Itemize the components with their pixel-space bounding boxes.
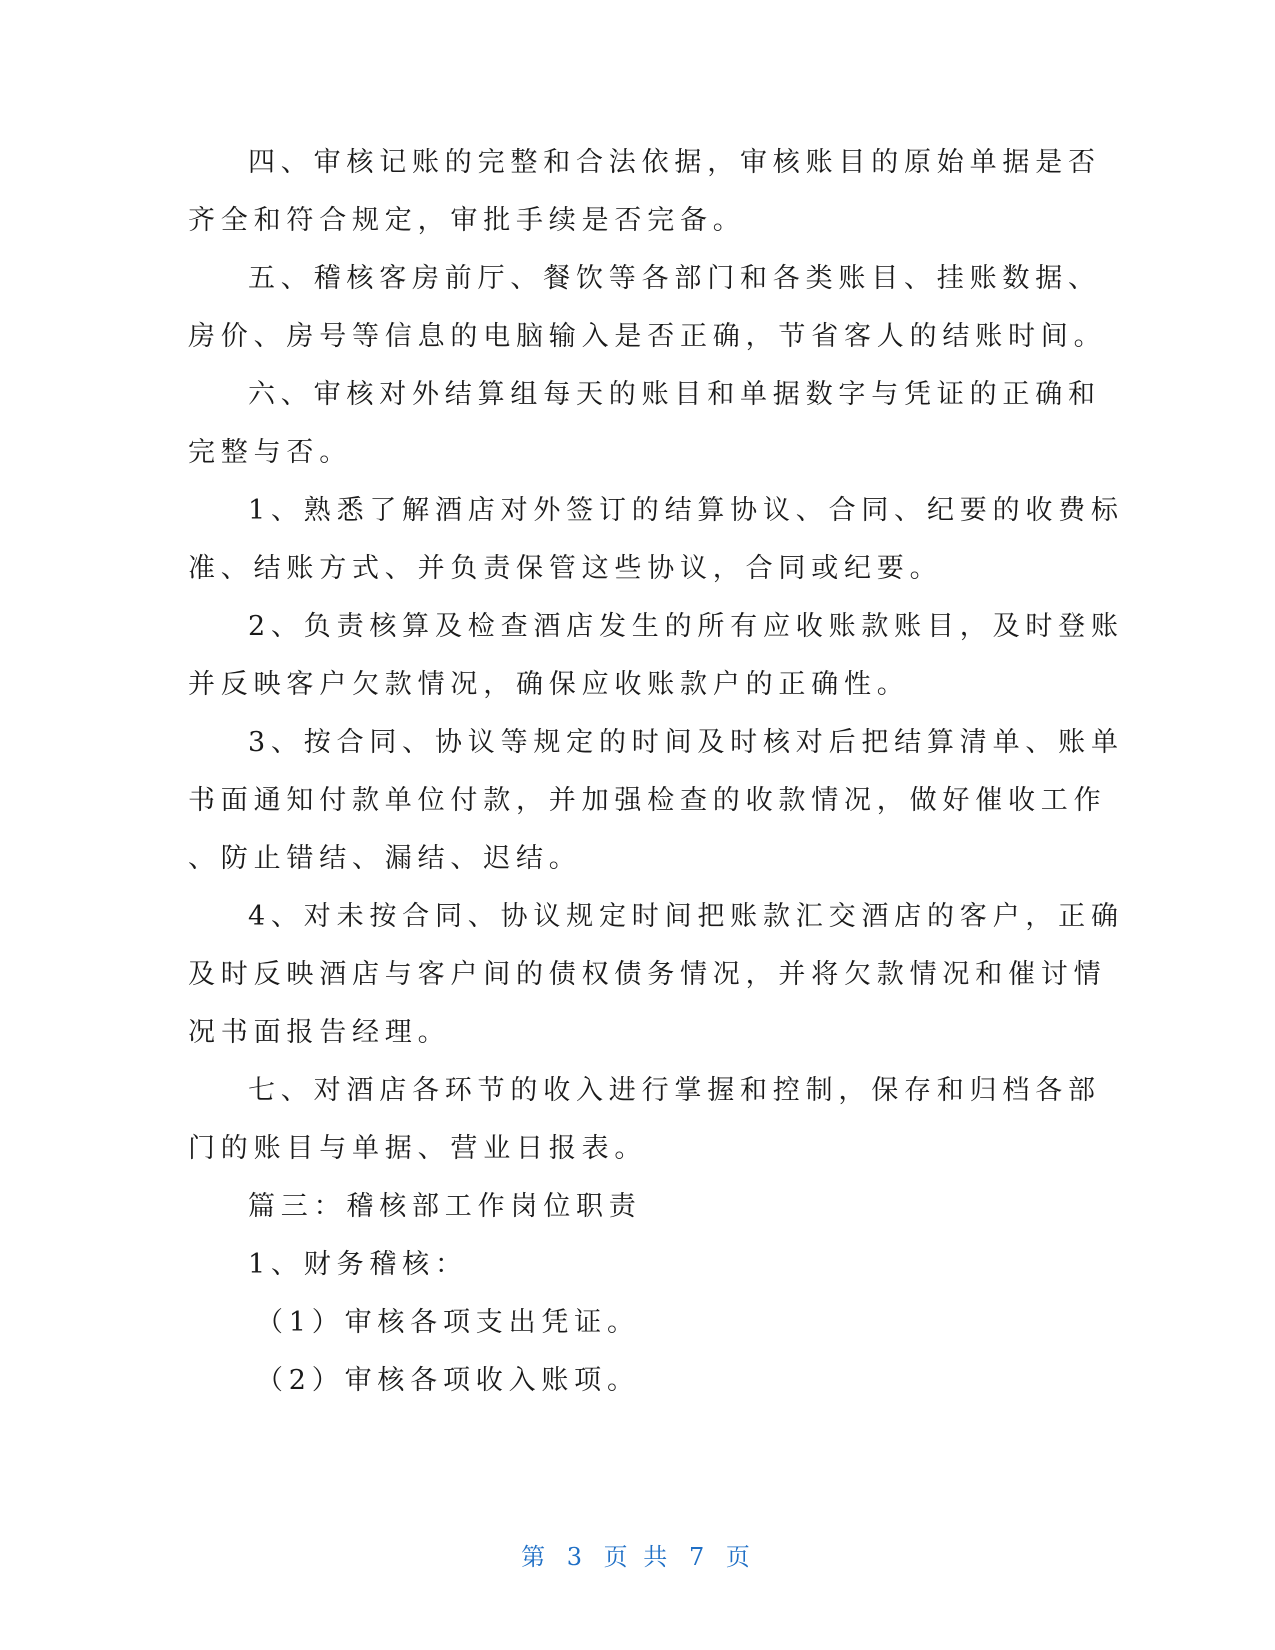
text-line: 3、按合同、协议等规定的时间及时核对后把结算清单、账单 <box>248 727 1124 758</box>
text-line: 况书面报告经理。 <box>188 1017 451 1048</box>
text-line: 完整与否。 <box>188 437 352 468</box>
current-page-number: 3 <box>566 1543 587 1571</box>
text-line: 2、负责核算及检查酒店发生的所有应收账款账目，及时登账 <box>248 611 1124 642</box>
text-line: 1、熟悉了解酒店对外签订的结算协议、合同、纪要的收费标 <box>248 495 1124 526</box>
total-pages-number: 7 <box>688 1543 709 1571</box>
page-footer <box>0 1537 1275 1572</box>
text-line: 、防止错结、漏结、迟结。 <box>188 843 582 874</box>
text-line: 及时反映酒店与客户间的债权债务情况，并将欠款情况和催讨情 <box>188 959 1107 990</box>
text-line: 1、财务稽核： <box>248 1249 468 1280</box>
page-label-mid: 页 共 <box>603 1543 672 1571</box>
page-label-suffix: 页 <box>725 1543 754 1571</box>
text-line: 房价、房号等信息的电脑输入是否正确，节省客人的结账时间。 <box>188 321 1107 352</box>
text-line: 四、审核记账的完整和合法依据，审核账目的原始单据是否 <box>248 147 1101 178</box>
text-line: 门的账目与单据、营业日报表。 <box>188 1133 648 1164</box>
text-line: 齐全和符合规定，审批手续是否完备。 <box>188 205 746 236</box>
section-heading: 篇三：稽核部工作岗位职责 <box>248 1191 642 1222</box>
text-line: 并反映客户欠款情况，确保应收账款户的正确性。 <box>188 669 910 700</box>
text-line: 五、稽核客房前厅、餐饮等各部门和各类账目、挂账数据、 <box>248 263 1101 294</box>
page-label-prefix: 第 <box>521 1543 550 1571</box>
text-line: （2）审核各项收入账项。 <box>256 1365 640 1396</box>
text-line: 书面通知付款单位付款，并加强检查的收款情况，做好催收工作 <box>188 785 1107 816</box>
text-line: 六、审核对外结算组每天的账目和单据数字与凭证的正确和 <box>248 379 1101 410</box>
text-line: 4、对未按合同、协议规定时间把账款汇交酒店的客户，正确 <box>248 901 1124 932</box>
text-line: （1）审核各项支出凭证。 <box>256 1307 640 1338</box>
text-line: 准、结账方式、并负责保管这些协议，合同或纪要。 <box>188 553 943 584</box>
text-line: 七、对酒店各环节的收入进行掌握和控制，保存和归档各部 <box>248 1075 1101 1106</box>
